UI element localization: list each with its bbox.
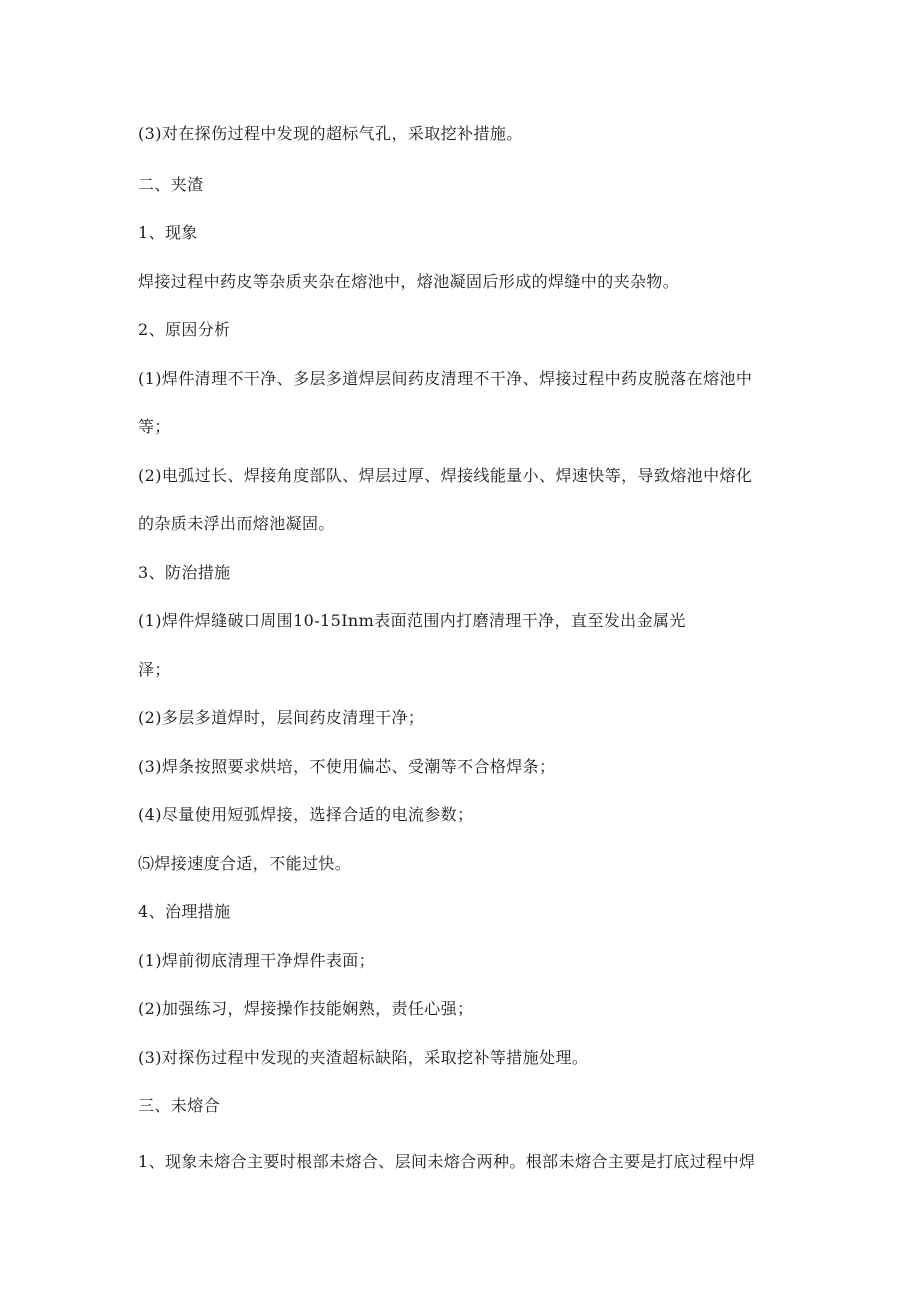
paragraph-pore-repair: (3)对在探伤过程中发现的超标气孔，采取挖补措施。: [138, 124, 523, 143]
paragraph-cause-1-cont: 等；: [138, 417, 171, 436]
section-heading-lack-of-fusion: 三、未熔合: [138, 1096, 221, 1115]
subheading-phenomenon: 1、现象: [138, 223, 198, 242]
paragraph-prevention-4: (4)尽量使用短弧焊接，选择合适的电流参数；: [138, 805, 474, 824]
paragraph-prevention-3: (3)焊条按照要求烘培，不使用偏芯、受潮等不合格焊条；: [138, 757, 556, 776]
paragraph-prevention-1: (1)焊件焊缝破口周围10-15Inm表面范围内打磨清理干净，直至发出金属光: [138, 611, 686, 630]
subheading-cause-analysis: 2、原因分析: [138, 320, 231, 339]
paragraph-phenomenon: 焊接过程中药皮等杂质夹杂在熔池中，熔池凝固后形成的焊缝中的夹杂物。: [138, 272, 680, 291]
subheading-remediation: 4、治理措施: [138, 902, 231, 921]
subheading-prevention: 3、防治措施: [138, 563, 231, 582]
paragraph-cause-2-cont: 的杂质未浮出而熔池凝固。: [138, 514, 335, 533]
paragraph-remediation-3: (3)对探伤过程中发现的夹渣超标缺陷，采取挖补等措施处理。: [138, 1048, 589, 1067]
paragraph-prevention-1-cont: 泽；: [138, 660, 171, 679]
paragraph-prevention-5: ⑸焊接速度合适，不能过快。: [138, 854, 352, 873]
paragraph-lack-of-fusion-phenomenon: 1、现象未熔合主要时根部未熔合、层间未熔合两种。根部未熔合主要是打底过程中焊: [138, 1152, 756, 1171]
paragraph-cause-1: (1)焊件清理不干净、多层多道焊层间药皮清理不干净、焊接过程中药皮脱落在熔池中: [138, 369, 753, 388]
paragraph-remediation-1: (1)焊前彻底清理干净焊件表面；: [138, 951, 376, 970]
paragraph-prevention-2: (2)多层多道焊时，层间药皮清理干净；: [138, 708, 425, 727]
section-heading-slag-inclusion: 二、夹渣: [138, 175, 204, 194]
paragraph-cause-2: (2)电弧过长、焊接角度部队、焊层过厚、焊接线能量小、焊速快等，导致熔池中熔化: [138, 466, 753, 485]
paragraph-remediation-2: (2)加强练习，焊接操作技能娴熟，责任心强；: [138, 999, 474, 1018]
